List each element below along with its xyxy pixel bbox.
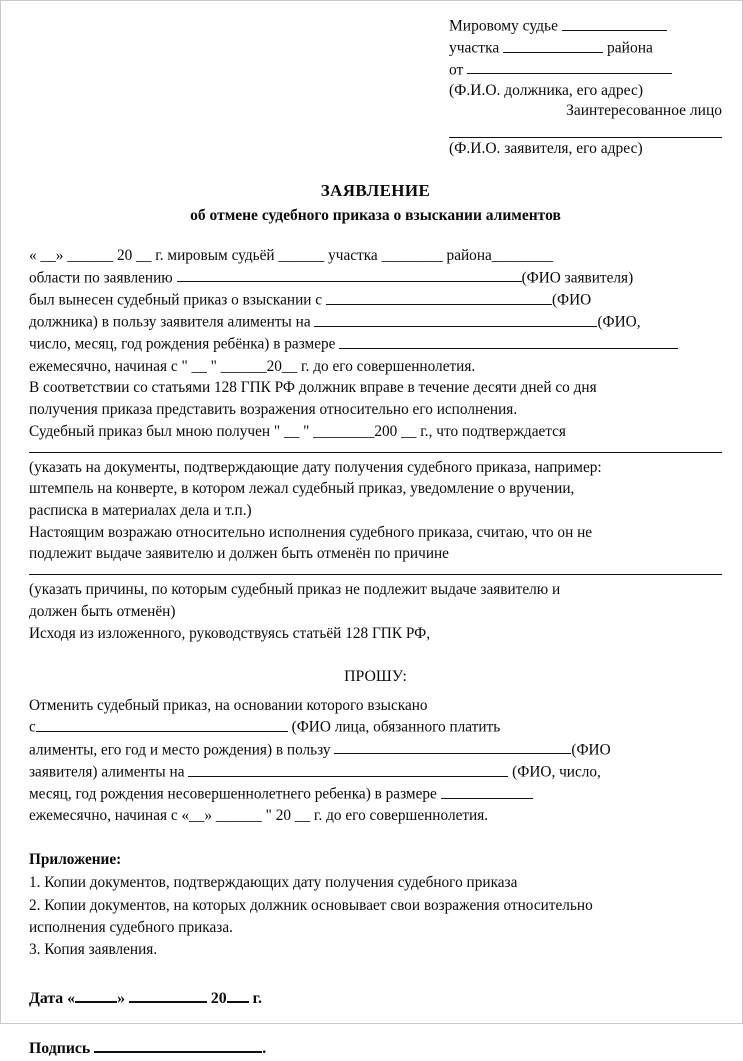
date-month-blank[interactable] — [129, 987, 207, 1003]
para5-conclusion: Исходя из изложенного, руководствуясь статьёй 128 ГПК РФ, — [29, 624, 431, 642]
para1-line5-blank[interactable] — [339, 333, 678, 349]
list-item: 2. Копии документов, на которых должник основывает свои возражения относительно — [29, 896, 593, 914]
date-year-label: 20 — [210, 990, 227, 1008]
request-line2-text-a: с — [29, 719, 36, 737]
request-line5 — [29, 783, 722, 805]
para1-line4-text-a: должника) в пользу заявителя алименты на — [29, 313, 311, 331]
para2-line1: В соответствии со статьями 128 ГПК РФ должник вправе в течение десяти дней со дня — [29, 379, 597, 397]
list-item: 3. Копия заявления. — [29, 940, 158, 958]
addressee-district-line — [449, 37, 722, 59]
para1-line6: ежемесячно, начиная с " __ " ______20__ г. до его совершеннолетия. — [29, 357, 476, 375]
addressee-rayon-label: района — [607, 39, 653, 57]
interested-party-label: Заинтересованное лицо — [566, 101, 722, 119]
note2-line1: (указать причины, по которым судебный приказ не подлежит выдаче заявителю и — [29, 581, 561, 599]
document-body — [29, 245, 722, 827]
request-line2-text-b: (ФИО лица, обязанного платить — [291, 719, 501, 737]
request-line3-blank[interactable] — [334, 739, 571, 755]
page-title: ЗАЯВЛЕНИЕ — [320, 181, 431, 200]
addressee-from-line — [449, 59, 722, 81]
page-subtitle: об отмене судебного приказа о взыскании алиментов — [190, 207, 561, 224]
addressee-judge-blank[interactable] — [562, 15, 667, 31]
para1-line3-text-b: (ФИО — [551, 291, 592, 309]
confirmation-rule[interactable] — [29, 452, 722, 453]
para1-line3-blank[interactable] — [326, 289, 552, 305]
addressee-from-label: от — [449, 61, 464, 79]
interested-party-rule — [449, 137, 722, 138]
para1-line5-text: число, месяц, год рождения ребёнка) в размере — [29, 336, 336, 353]
addressee-from-blank[interactable] — [467, 59, 672, 75]
request-line4-text-b: (ФИО, число, — [512, 763, 601, 781]
request-line4 — [29, 761, 722, 783]
request-line2 — [29, 716, 722, 738]
signature-period: . — [262, 1040, 267, 1058]
addressee-judge-line — [449, 15, 722, 37]
request-line3-text-b: (ФИО — [571, 741, 611, 759]
date-quote-close: » — [117, 990, 125, 1008]
addressee-block — [449, 15, 722, 159]
date-year-blank[interactable] — [227, 987, 249, 1003]
proshu-heading: ПРОШУ: — [344, 668, 407, 686]
title-block — [29, 181, 722, 225]
request-line6: ежемесячно, начиная с «__» ______ " 20 __ г. до его совершеннолетия. — [29, 807, 489, 825]
addressee-debtor-caption: (Ф.И.О. должника, его адрес) — [449, 81, 643, 99]
document-content — [29, 15, 722, 1061]
signature-label: Подпись — [29, 1040, 91, 1058]
para1-line4-blank[interactable] — [314, 311, 597, 327]
attachments-title: Приложение: — [29, 851, 122, 869]
date-day-blank[interactable] — [75, 987, 117, 1003]
para1-line4 — [29, 311, 722, 333]
date-row — [29, 987, 722, 1011]
note1-line3: расписка в материалах дела и т.п.) — [29, 502, 252, 520]
request-line2-blank[interactable] — [36, 716, 288, 732]
para1-line2 — [29, 267, 722, 289]
note1-line2: штемпель на конверте, в котором лежал судебный приказ, уведомление о вручении, — [29, 480, 575, 498]
para1-line2-text-a: области по заявлению — [29, 269, 173, 287]
para1-line1: « __» ______ 20 __ г. мировым судьёй ______ участка ________ района________ — [29, 247, 553, 264]
date-label: Дата « — [29, 990, 76, 1008]
list-item: исполнения судебного приказа. — [29, 918, 233, 936]
signature-row — [29, 1037, 722, 1061]
addressee-uchastok-blank[interactable] — [503, 37, 603, 53]
request-line1: Отменить судебный приказ, на основании которого взыскано — [29, 696, 428, 714]
para2-line2: получения приказа представить возражения относительно его исполнения. — [29, 401, 518, 419]
note1-line1: (указать на документы, подтверждающие дату получения судебного приказа, например: — [29, 458, 602, 476]
para4-line1: Настоящим возражаю относительно исполнения судебного приказа, считаю, что он не — [29, 523, 593, 541]
attachments-block — [29, 849, 722, 961]
addressee-uchastok-label: участка — [449, 39, 500, 57]
date-year-suffix: г. — [252, 990, 262, 1008]
request-line5-blank[interactable] — [441, 783, 533, 799]
para1-line3-text-a: был вынесен судебный приказ о взыскании с — [29, 291, 323, 309]
footer-block — [29, 987, 722, 1061]
request-line5-text: месяц, год рождения несовершеннолетнего ребенка) в размере — [29, 785, 437, 803]
para1-line4-text-b: (ФИО, — [597, 313, 641, 331]
para1-line2-blank[interactable] — [177, 267, 522, 283]
addressee-applicant-caption: (Ф.И.О. заявителя, его адрес) — [449, 139, 643, 157]
para1-line3 — [29, 289, 722, 311]
request-line3 — [29, 739, 722, 761]
request-line4-blank[interactable] — [188, 761, 508, 777]
para1-line5 — [29, 333, 722, 355]
signature-blank[interactable] — [94, 1037, 262, 1053]
list-item: 1. Копии документов, подтверждающих дату получения судебного приказа — [29, 874, 518, 892]
request-line4-text-a: заявителя) алименты на — [29, 763, 185, 781]
addressee-judge-label: Мировому судье — [449, 17, 558, 35]
note2-line2: должен быть отменён) — [29, 602, 176, 620]
request-line3-text-a: алименты, его год и место рождения) в пользу — [29, 741, 331, 759]
para4-line2: подлежит выдаче заявителю и должен быть отменён по причине — [29, 545, 449, 563]
para1-line2-text-b: (ФИО заявителя) — [521, 269, 634, 287]
reason-rule[interactable] — [29, 574, 722, 575]
para3-line1: Судебный приказ был мною получен " __ " ________200 __ г., что подтверждается — [29, 422, 566, 440]
